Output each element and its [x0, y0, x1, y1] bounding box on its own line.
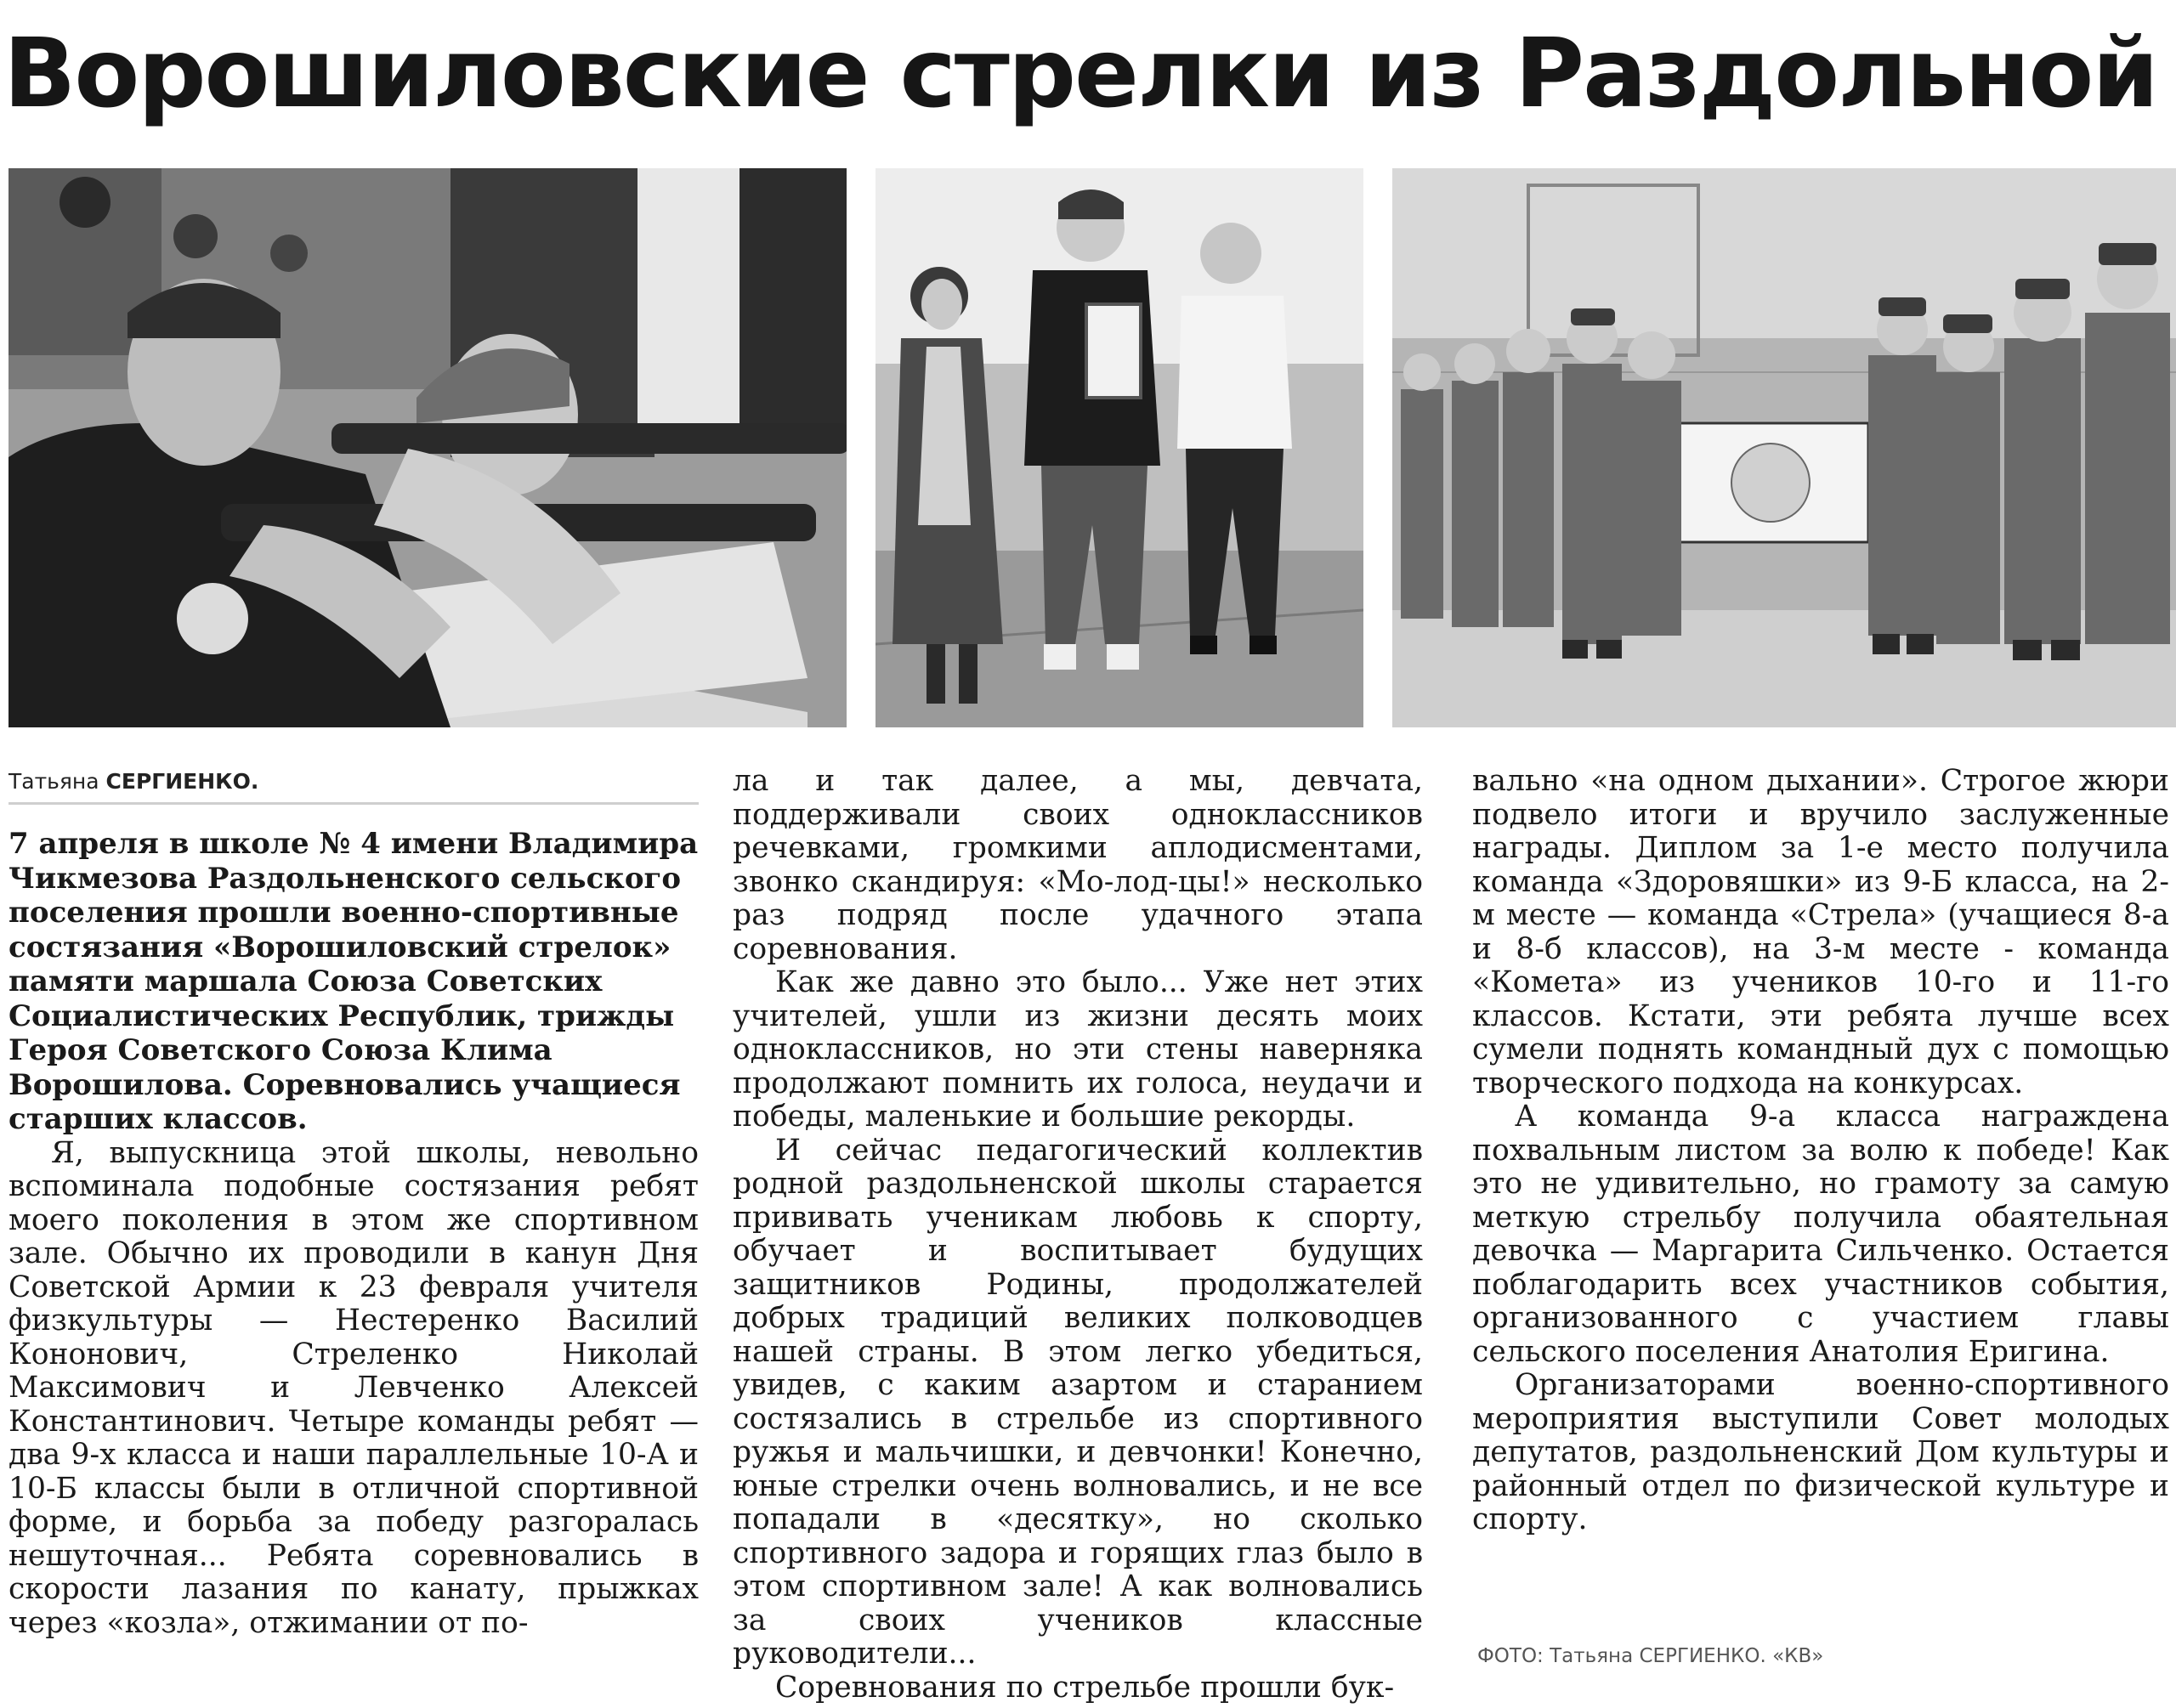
article-column-1: [8, 765, 699, 1640]
photo-award-ceremony: [876, 168, 1363, 727]
body-paragraph-5: А команда 9-а класса награждена похвальным листом за волю к победе! Как это не удивительно, но грамоту за самую меткую стрельбу получила обаятельная девочка — Маргарита Сильченко. Остается поблагодарить всех участников события, организованного с участием главы сельского поселения Анатолия Еригина.: [1472, 1100, 2169, 1369]
body-paragraph-6: Организаторами военно-спортивного мероприятия выступили Совет молодых депутатов, раздольненский Дом культуры и районный отдел по физической культуре и спорту.: [1472, 1368, 2169, 1536]
lead-paragraph: 7 апреля в школе № 4 имени Владимира Чикмезова Раздольненского сельского поселения прошли военно-спортивные состязания «Ворошиловский стрелок» памяти маршала Союза Советских Социалистических Республик, трижды Героя Советского Союза Клима Ворошилова. Соревновались учащиеся старших классов.: [8, 827, 699, 1136]
photo-teams-image: [1392, 168, 2176, 727]
byline-first-name: Татьяна: [8, 769, 99, 794]
article-column-3: [1472, 765, 2169, 1537]
body-paragraph-4-continued: вально «на одном дыхании». Строгое жюри подвело итоги и вручило заслуженные награды. Диплом за 1-е место получила команда «Здоровяшки» из 9-Б класса, на 2-м месте — команда «Стрела» (учащиеся 8-а и 8-б классов), на 3-м месте - команда «Комета» из учеников 10-го и 11-го классов. Кстати, эти ребята лучше всех сумели поднять командный дух с помощью творческого подхода на конкурсах.: [1472, 764, 2169, 1100]
body-paragraph-3: И сейчас педагогический коллектив родной раздольненской школы старается прививать ученикам любовь к спорту, обучает и воспитывает будущих защитников Родины, продолжателей добрых традиций великих полководцев нашей страны. В этом легко убедиться, увидев, с каким азартом и старанием состязались в стрельбе из спортивного ружья и мальчишки, и девчонки! Конечно, юные стрелки очень волновались, и не все попадали в «десятку», но сколько спортивного задора и горящих глаз было в этом спортивном зале! А как волновались за своих учеников классные руководители...: [733, 1133, 1423, 1671]
body-paragraph-4: Соревнования по стрельбе прошли бук-: [775, 1670, 1395, 1705]
photo-award-image: [876, 168, 1363, 727]
body-paragraph-2: Как же давно это было... Уже нет этих учителей, ушли из жизни десять моих одноклассников, но эти стены наверняка продолжают помнить их голоса, неудачи и победы, маленькие и большие рекорды.: [733, 965, 1423, 1134]
photo-credit: ФОТО: Татьяна СЕРГИЕНКО. «КВ»: [1477, 1645, 1824, 1667]
photo-teams-lineup: [1392, 168, 2176, 727]
body-paragraph-1-continued: ла и так далее, а мы, девчата, поддерживали своих одноклассников речевками, громкими аплодисментами, звонко скандируя: «Мо-лод-цы!» несколько раз подряд после удачного этапа соревнования.: [733, 764, 1423, 966]
byline: [8, 765, 699, 805]
byline-surname: СЕРГИЕНКО.: [105, 769, 259, 794]
body-paragraph-1: Я, выпускница этой школы, невольно вспоминала подобные состязания ребят моего поколения в этом же спортивном зале. Обычно их проводили в канун Дня Советской Армии к 23 февраля учителя физкультуры — Нестеренко Василий Кононович, Стреленко Николай Максимович и Левченко Алексей Константинович. Четыре команды ребят — два 9-х класса и наши параллельные 10-А и 10-Б классы были в отличной спортивной форме, и борьба за победу разгоралась нешуточная... Ребята соревновались в скорости лазания по канату, прыжках через «козла», отжимании от по-: [8, 1135, 699, 1640]
article-column-2: [733, 765, 1423, 1705]
photo-shooting-students: [8, 168, 847, 727]
headline: Ворошиловские стрелки из Раздольной: [3, 19, 2157, 129]
photo-shooting-image: [8, 168, 847, 727]
